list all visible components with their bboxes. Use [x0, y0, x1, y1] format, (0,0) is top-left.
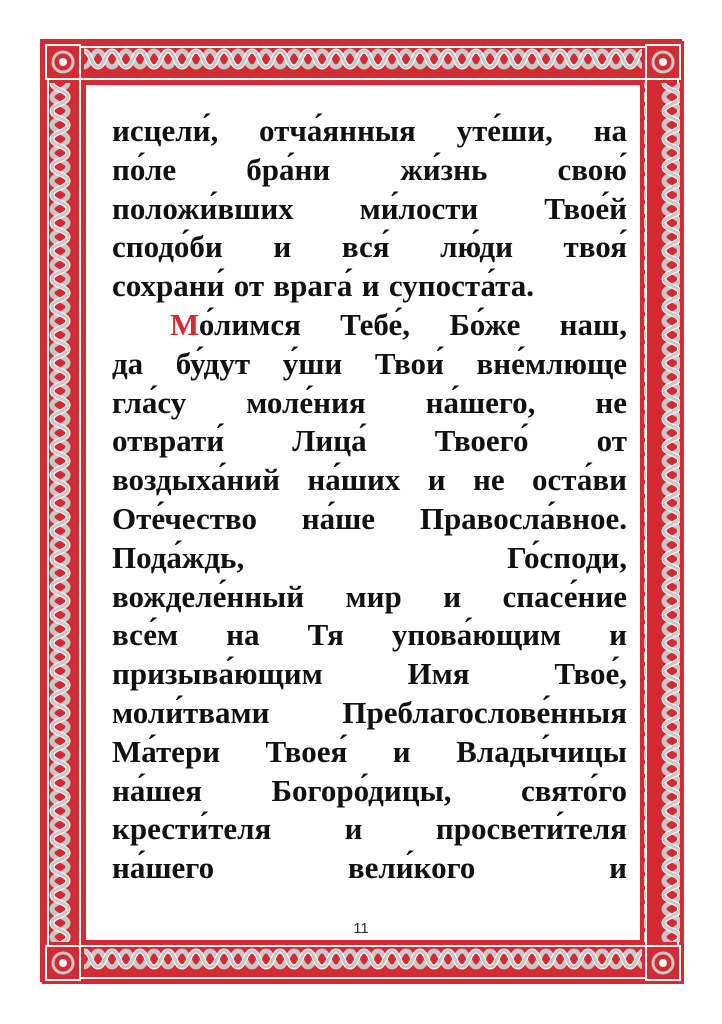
word: Бо́же: [449, 306, 521, 342]
word: вели́кого: [347, 850, 476, 886]
word: на: [226, 617, 260, 653]
corner-ornament-top-right: [646, 45, 680, 79]
word: Твое́,: [554, 656, 627, 692]
text-line: [112, 461, 627, 500]
word: Го́споди,: [506, 539, 627, 575]
text-line: [112, 267, 627, 306]
word: на́шея: [112, 772, 203, 808]
word: Твоея́: [265, 733, 348, 769]
word: о́лимся: [198, 306, 301, 342]
word: свято́го: [521, 772, 627, 808]
word: Правосла́вное.: [419, 500, 627, 536]
word: Твоего́: [434, 423, 529, 459]
word: ми́лости: [359, 190, 479, 226]
text-line: [112, 616, 627, 655]
text-line: [112, 733, 627, 772]
word: Оте́чество: [112, 500, 257, 536]
word: жи́знь: [400, 151, 488, 187]
word: и: [392, 733, 411, 769]
word: и: [361, 268, 380, 304]
drop-cap: М: [170, 306, 199, 342]
word: от: [233, 268, 265, 304]
word: от: [596, 423, 627, 459]
word: не: [595, 384, 627, 420]
text-line: [112, 151, 627, 190]
text-line: [112, 112, 627, 151]
word: призыва́ющим: [112, 656, 323, 692]
word: и: [609, 617, 627, 653]
text-line: [112, 655, 627, 694]
word: Твое́й: [544, 190, 627, 226]
word: мир: [345, 578, 402, 614]
text-line: [112, 500, 627, 539]
text-line: [112, 849, 627, 888]
word: Тебе́,: [340, 306, 411, 342]
word: крести́теля: [112, 811, 272, 847]
word: гла́су: [112, 384, 187, 420]
word: и: [427, 462, 446, 498]
text-line: [112, 694, 627, 733]
word: Твои́: [374, 345, 444, 381]
word: по́ле: [112, 151, 177, 187]
word: на́ших: [307, 462, 401, 498]
text-line: [112, 539, 627, 578]
prayer-text: [112, 112, 627, 888]
word: Лица́: [292, 423, 367, 459]
word: и: [344, 811, 363, 847]
word: и: [273, 229, 292, 265]
page-number: 11: [353, 920, 369, 937]
word: вожделе́нный: [112, 578, 305, 614]
word: уте́ши,: [456, 113, 553, 148]
word: твоя́: [563, 229, 627, 265]
word: бра́ни: [246, 151, 331, 187]
text-line: [112, 422, 627, 461]
text-line: [112, 190, 627, 229]
word: спасе́ние: [502, 578, 627, 614]
text-line: [112, 810, 627, 849]
corner-ornament-top-left: [46, 45, 80, 79]
word: отврати́: [112, 423, 225, 459]
word: у́ши: [282, 345, 343, 381]
word: Преблагослове́нныя: [342, 694, 627, 730]
word: вся́: [341, 229, 390, 265]
word: да: [112, 345, 144, 381]
word: и: [609, 850, 627, 886]
word: на́ше: [301, 500, 376, 536]
word: вне́млюще: [476, 345, 627, 381]
text-line: [112, 228, 627, 267]
word: и: [443, 578, 462, 614]
word: Имя: [407, 656, 470, 692]
word: врага́: [273, 268, 353, 304]
word: сподо́би: [112, 229, 223, 265]
word: не: [473, 462, 505, 498]
word: Пода́ждь,: [112, 539, 245, 575]
word: моле́ния: [246, 384, 366, 420]
word: Тя: [307, 617, 344, 653]
paragraph-2-first-line: [112, 306, 627, 345]
word: Ма́тери: [112, 733, 221, 769]
word: исцели́,: [112, 113, 219, 148]
corner-ornament-bottom-right: [646, 946, 680, 980]
word: супоста́та.: [388, 268, 535, 304]
word: бу́дут: [175, 345, 251, 381]
corner-ornament-bottom-left: [46, 946, 80, 980]
word: оста́ви: [532, 462, 627, 498]
text-line: [112, 578, 627, 617]
word: наш,: [559, 306, 627, 342]
text-line: [112, 384, 627, 423]
word: воздыха́ний: [112, 462, 280, 498]
paragraph-2: [112, 306, 627, 888]
text-line: [112, 345, 627, 384]
word: Влады́чицы: [456, 733, 627, 769]
word: Богоро́дицы,: [271, 772, 452, 808]
word: просвети́теля: [435, 811, 627, 847]
word: все́м: [112, 617, 179, 653]
word: на: [593, 113, 627, 148]
word: упова́ющим: [391, 617, 562, 653]
word: на́шего,: [425, 384, 536, 420]
word: отча́янныя: [259, 113, 416, 148]
text-line: [112, 772, 627, 811]
word: на́шего: [112, 850, 215, 886]
word: свою́: [557, 151, 627, 187]
word: сохрани́: [112, 268, 225, 304]
word: лю́ди: [440, 229, 513, 265]
paragraph-1: [112, 112, 627, 306]
word: положи́вших: [112, 190, 294, 226]
word: моли́твами: [112, 694, 270, 730]
